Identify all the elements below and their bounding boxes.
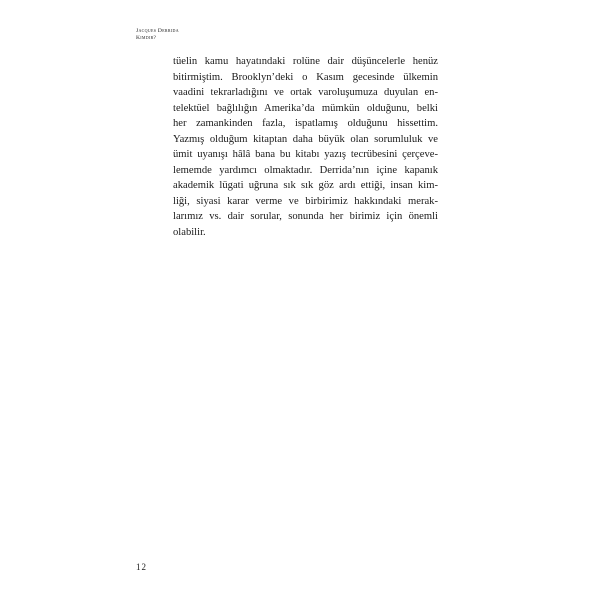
body-line: her zamankinden fazla, ispatlamış olduğunu hissettim. <box>173 118 438 129</box>
page-number: 12 <box>136 562 147 572</box>
running-head <box>136 28 179 42</box>
body-line: tüelin kamu hayatındaki rolüne dair düşüncelerle henüz <box>173 56 438 67</box>
body-line: olabilir. <box>173 226 206 238</box>
body-line: Yazmış olduğum kitaptan daha büyük olan sorumluluk ve <box>173 133 438 145</box>
body-line: vaadini tekrarladığını ve ortak varoluşumuza duyulan en- <box>173 87 438 98</box>
body-line: liği, siyasi karar verme ve birbirimiz hakkındaki merak- <box>173 195 438 207</box>
body-line: akademik lügati uğruna sık sık göz ardı ettiği, insan kim- <box>173 180 438 191</box>
body-text <box>173 54 438 240</box>
body-line: telektüel bağlılığın Amerika’da mümkün olduğunu, belki <box>173 102 438 114</box>
body-line: bitirmiştim. Brooklyn’deki o Kasım gecesinde ülkemin <box>173 71 438 83</box>
running-head-title: Kimdir? <box>136 35 157 41</box>
running-head-author: Jacques Derrida <box>136 28 179 34</box>
body-line: ümit uyanışı hâlâ bana bu kitabı yazış tecrübesini çerçeve- <box>173 149 438 160</box>
body-line: lememde yardımcı olmaktadır. Derrida’nın içine kapanık <box>173 164 438 176</box>
body-line: larımız vs. dair sorular, sonunda her birimiz için önemli <box>173 211 438 222</box>
